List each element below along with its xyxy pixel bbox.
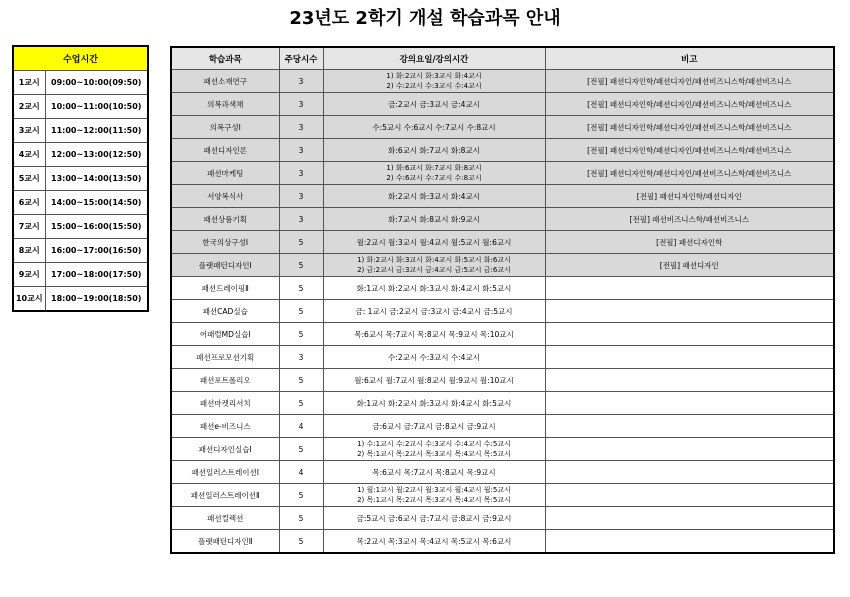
course-name: 패션포트폴리오 bbox=[171, 369, 279, 392]
course-weekly-hours: 5 bbox=[279, 300, 323, 323]
course-weekly-hours: 3 bbox=[279, 162, 323, 185]
course-weekly-hours: 5 bbox=[279, 392, 323, 415]
course-note bbox=[545, 415, 834, 438]
course-row bbox=[171, 277, 834, 300]
period-row bbox=[13, 263, 148, 287]
course-row bbox=[171, 162, 834, 185]
schedule-line: 화:1교시 화:2교시 화:3교시 화:4교시 화:5교시 bbox=[356, 283, 512, 293]
course-name: 패션디자인실습Ⅰ bbox=[171, 438, 279, 461]
period-time: 15:00~16:00(15:50) bbox=[45, 215, 148, 239]
header-note: 비고 bbox=[545, 47, 834, 70]
header-course-name: 학습과목 bbox=[171, 47, 279, 70]
course-note: [전필] 패션비즈니스학/패션비즈니스 bbox=[545, 208, 834, 231]
period-row bbox=[13, 287, 148, 312]
course-table-header-row bbox=[171, 47, 834, 70]
course-name: 한국의상구성Ⅰ bbox=[171, 231, 279, 254]
period-label: 10교시 bbox=[13, 287, 45, 312]
period-row bbox=[13, 167, 148, 191]
course-schedule bbox=[323, 208, 545, 231]
course-schedule bbox=[323, 530, 545, 554]
period-label: 6교시 bbox=[13, 191, 45, 215]
course-name: 패션일러스트레이션Ⅰ bbox=[171, 461, 279, 484]
course-row bbox=[171, 70, 834, 93]
course-note bbox=[545, 461, 834, 484]
schedule-line: 화:6교시 화:7교시 화:8교시 bbox=[388, 145, 480, 155]
course-note: [전필] 패션디자인학/패션디자인/패션비즈니스학/패션비즈니스 bbox=[545, 93, 834, 116]
course-schedule bbox=[323, 369, 545, 392]
course-row bbox=[171, 415, 834, 438]
course-name: 패션소재연구 bbox=[171, 70, 279, 93]
course-weekly-hours: 3 bbox=[279, 70, 323, 93]
course-weekly-hours: 5 bbox=[279, 254, 323, 277]
course-note: [전필] 패션디자인학 bbox=[545, 231, 834, 254]
course-schedule bbox=[323, 93, 545, 116]
course-name: 패션컬렉션 bbox=[171, 507, 279, 530]
course-schedule bbox=[323, 392, 545, 415]
schedule-line: 월:6교시 월:7교시 월:8교시 월:9교시 월:10교시 bbox=[354, 375, 514, 385]
course-row bbox=[171, 507, 834, 530]
period-label: 7교시 bbox=[13, 215, 45, 239]
period-label: 1교시 bbox=[13, 71, 45, 95]
course-name: 패션마케팅 bbox=[171, 162, 279, 185]
period-label: 2교시 bbox=[13, 95, 45, 119]
course-name: 플랫패턴디자인Ⅰ bbox=[171, 254, 279, 277]
period-table-header: 수업시간 bbox=[13, 46, 148, 71]
course-weekly-hours: 3 bbox=[279, 139, 323, 162]
course-weekly-hours: 3 bbox=[279, 116, 323, 139]
course-name: 의복구성Ⅰ bbox=[171, 116, 279, 139]
course-weekly-hours: 5 bbox=[279, 507, 323, 530]
schedule-line: 1) 수:1교시 수:2교시 수:3교시 수:4교시 수:5교시 bbox=[357, 440, 511, 448]
schedule-line: 수:2교시 수:3교시 수:4교시 bbox=[388, 352, 480, 362]
course-schedule bbox=[323, 300, 545, 323]
course-row bbox=[171, 323, 834, 346]
schedule-line: 1) 화:2교시 화:3교시 화:4교시 bbox=[386, 72, 482, 80]
period-time: 10:00~11:00(10:50) bbox=[45, 95, 148, 119]
course-row bbox=[171, 300, 834, 323]
course-weekly-hours: 5 bbox=[279, 530, 323, 554]
course-row bbox=[171, 185, 834, 208]
schedule-line: 수:5교시 수:6교시 수:7교시 수:8교시 bbox=[372, 122, 496, 132]
page-title: 23년도 2학기 개설 학습과목 안내 bbox=[289, 8, 561, 29]
course-note bbox=[545, 438, 834, 461]
period-label: 8교시 bbox=[13, 239, 45, 263]
schedule-line: 1) 화:2교시 화:3교시 화:4교시 화:5교시 화:6교시 bbox=[357, 256, 511, 264]
course-row bbox=[171, 438, 834, 461]
period-label: 9교시 bbox=[13, 263, 45, 287]
schedule-line: 금:2교시 금:3교시 금:4교시 bbox=[388, 99, 480, 109]
period-row bbox=[13, 215, 148, 239]
course-note bbox=[545, 277, 834, 300]
period-time: 09:00~10:00(09:50) bbox=[45, 71, 148, 95]
course-schedule bbox=[323, 162, 545, 185]
schedule-line: 2) 금:2교시 금:3교시 금:4교시 금:5교시 금:6교시 bbox=[357, 266, 511, 274]
period-row bbox=[13, 119, 148, 143]
course-note: [전필] 패션디자인학/패션디자인/패션비즈니스학/패션비즈니스 bbox=[545, 116, 834, 139]
course-name: 패션마켓리서치 bbox=[171, 392, 279, 415]
course-weekly-hours: 4 bbox=[279, 415, 323, 438]
course-weekly-hours: 3 bbox=[279, 208, 323, 231]
course-name: 패션일러스트레이션Ⅱ bbox=[171, 484, 279, 507]
course-note bbox=[545, 530, 834, 554]
course-name: 패션드레이핑Ⅱ bbox=[171, 277, 279, 300]
course-row bbox=[171, 530, 834, 554]
schedule-line: 목:6교시 목:7교시 목:8교시 목:9교시 bbox=[372, 467, 496, 477]
schedule-line: 금: 1교시 금:2교시 금:3교시 금:4교시 금:5교시 bbox=[355, 306, 513, 316]
course-name: 서양복식사 bbox=[171, 185, 279, 208]
schedule-line: 2) 수:2교시 수:3교시 수:4교시 bbox=[386, 82, 482, 90]
period-label: 3교시 bbox=[13, 119, 45, 143]
course-weekly-hours: 5 bbox=[279, 231, 323, 254]
course-weekly-hours: 3 bbox=[279, 93, 323, 116]
course-schedule bbox=[323, 231, 545, 254]
schedule-line: 2) 수:6교시 수:7교시 수:8교시 bbox=[386, 174, 482, 182]
course-schedule bbox=[323, 185, 545, 208]
course-row bbox=[171, 139, 834, 162]
course-schedule bbox=[323, 484, 545, 507]
course-weekly-hours: 5 bbox=[279, 438, 323, 461]
period-time: 17:00~18:00(17:50) bbox=[45, 263, 148, 287]
course-note: [전필] 패션디자인학/패션디자인/패션비즈니스학/패션비즈니스 bbox=[545, 139, 834, 162]
course-weekly-hours: 5 bbox=[279, 369, 323, 392]
course-table bbox=[170, 46, 835, 554]
course-schedule bbox=[323, 139, 545, 162]
schedule-line: 1) 월:1교시 월:2교시 월:3교시 월:4교시 월:5교시 bbox=[357, 486, 511, 494]
period-time: 11:00~12:00(11:50) bbox=[45, 119, 148, 143]
course-row bbox=[171, 116, 834, 139]
header-schedule: 강의요일/강의시간 bbox=[323, 47, 545, 70]
course-weekly-hours: 4 bbox=[279, 461, 323, 484]
course-name: 어패럴MD실습Ⅰ bbox=[171, 323, 279, 346]
schedule-line: 화:2교시 화:3교시 화:4교시 bbox=[388, 191, 480, 201]
course-note: [전필] 패션디자인 bbox=[545, 254, 834, 277]
course-note: [전필] 패션디자인학/패션디자인 bbox=[545, 185, 834, 208]
course-name: 의복과색채 bbox=[171, 93, 279, 116]
course-row bbox=[171, 369, 834, 392]
course-name: 플랫패턴디자인Ⅱ bbox=[171, 530, 279, 554]
course-note: [전필] 패션디자인학/패션디자인/패션비즈니스학/패션비즈니스 bbox=[545, 162, 834, 185]
period-time: 18:00~19:00(18:50) bbox=[45, 287, 148, 312]
period-row bbox=[13, 95, 148, 119]
course-name: 패션프로모션기획 bbox=[171, 346, 279, 369]
schedule-line: 월:2교시 월:3교시 월:4교시 월:5교시 월:6교시 bbox=[356, 237, 512, 247]
course-note bbox=[545, 507, 834, 530]
period-label: 5교시 bbox=[13, 167, 45, 191]
course-row bbox=[171, 461, 834, 484]
course-weekly-hours: 5 bbox=[279, 484, 323, 507]
schedule-line: 금:5교시 금:6교시 금:7교시 금:8교시 금:9교시 bbox=[356, 513, 512, 523]
course-schedule bbox=[323, 461, 545, 484]
period-label: 4교시 bbox=[13, 143, 45, 167]
class-period-table bbox=[12, 45, 149, 312]
course-note bbox=[545, 346, 834, 369]
schedule-line: 금:6교시 금:7교시 금:8교시 금:9교시 bbox=[372, 421, 496, 431]
course-weekly-hours: 3 bbox=[279, 185, 323, 208]
course-row bbox=[171, 93, 834, 116]
period-row bbox=[13, 239, 148, 263]
schedule-line: 목:6교시 목:7교시 목:8교시 목:9교시 목:10교시 bbox=[354, 329, 514, 339]
course-note bbox=[545, 369, 834, 392]
period-time: 14:00~15:00(14:50) bbox=[45, 191, 148, 215]
course-schedule bbox=[323, 415, 545, 438]
course-weekly-hours: 5 bbox=[279, 323, 323, 346]
course-row bbox=[171, 231, 834, 254]
course-weekly-hours: 5 bbox=[279, 277, 323, 300]
period-row bbox=[13, 143, 148, 167]
course-note bbox=[545, 392, 834, 415]
period-time: 13:00~14:00(13:50) bbox=[45, 167, 148, 191]
course-name: 패션상품기획 bbox=[171, 208, 279, 231]
schedule-line: 화:1교시 화:2교시 화:3교시 화:4교시 화:5교시 bbox=[356, 398, 512, 408]
course-schedule bbox=[323, 346, 545, 369]
period-row bbox=[13, 191, 148, 215]
schedule-line: 2) 목:1교시 목:2교시 목:3교시 목:4교시 목:5교시 bbox=[357, 496, 511, 504]
course-row bbox=[171, 208, 834, 231]
schedule-line: 2) 목:1교시 목:2교시 목:3교시 목:4교시 목:5교시 bbox=[357, 450, 511, 458]
period-time: 12:00~13:00(12:50) bbox=[45, 143, 148, 167]
course-schedule bbox=[323, 323, 545, 346]
course-schedule bbox=[323, 438, 545, 461]
course-note: [전필] 패션디자인학/패션디자인/패션비즈니스학/패션비즈니스 bbox=[545, 70, 834, 93]
course-schedule bbox=[323, 254, 545, 277]
course-name: 패션디자인론 bbox=[171, 139, 279, 162]
course-schedule bbox=[323, 277, 545, 300]
schedule-line: 1) 화:6교시 화:7교시 화:8교시 bbox=[386, 164, 482, 172]
course-row bbox=[171, 346, 834, 369]
period-time: 16:00~17:00(16:50) bbox=[45, 239, 148, 263]
course-name: 패션CAD실습 bbox=[171, 300, 279, 323]
course-schedule bbox=[323, 116, 545, 139]
header-weekly-hours: 주당시수 bbox=[279, 47, 323, 70]
course-row bbox=[171, 484, 834, 507]
course-row bbox=[171, 254, 834, 277]
schedule-line: 목:2교시 목:3교시 목:4교시 목:5교시 목:6교시 bbox=[356, 536, 512, 546]
period-row bbox=[13, 71, 148, 95]
course-weekly-hours: 3 bbox=[279, 346, 323, 369]
course-note bbox=[545, 300, 834, 323]
course-row bbox=[171, 392, 834, 415]
course-note bbox=[545, 323, 834, 346]
course-note bbox=[545, 484, 834, 507]
course-name: 패션e-비즈니스 bbox=[171, 415, 279, 438]
course-schedule bbox=[323, 70, 545, 93]
schedule-line: 화:7교시 화:8교시 화:9교시 bbox=[388, 214, 480, 224]
course-schedule bbox=[323, 507, 545, 530]
